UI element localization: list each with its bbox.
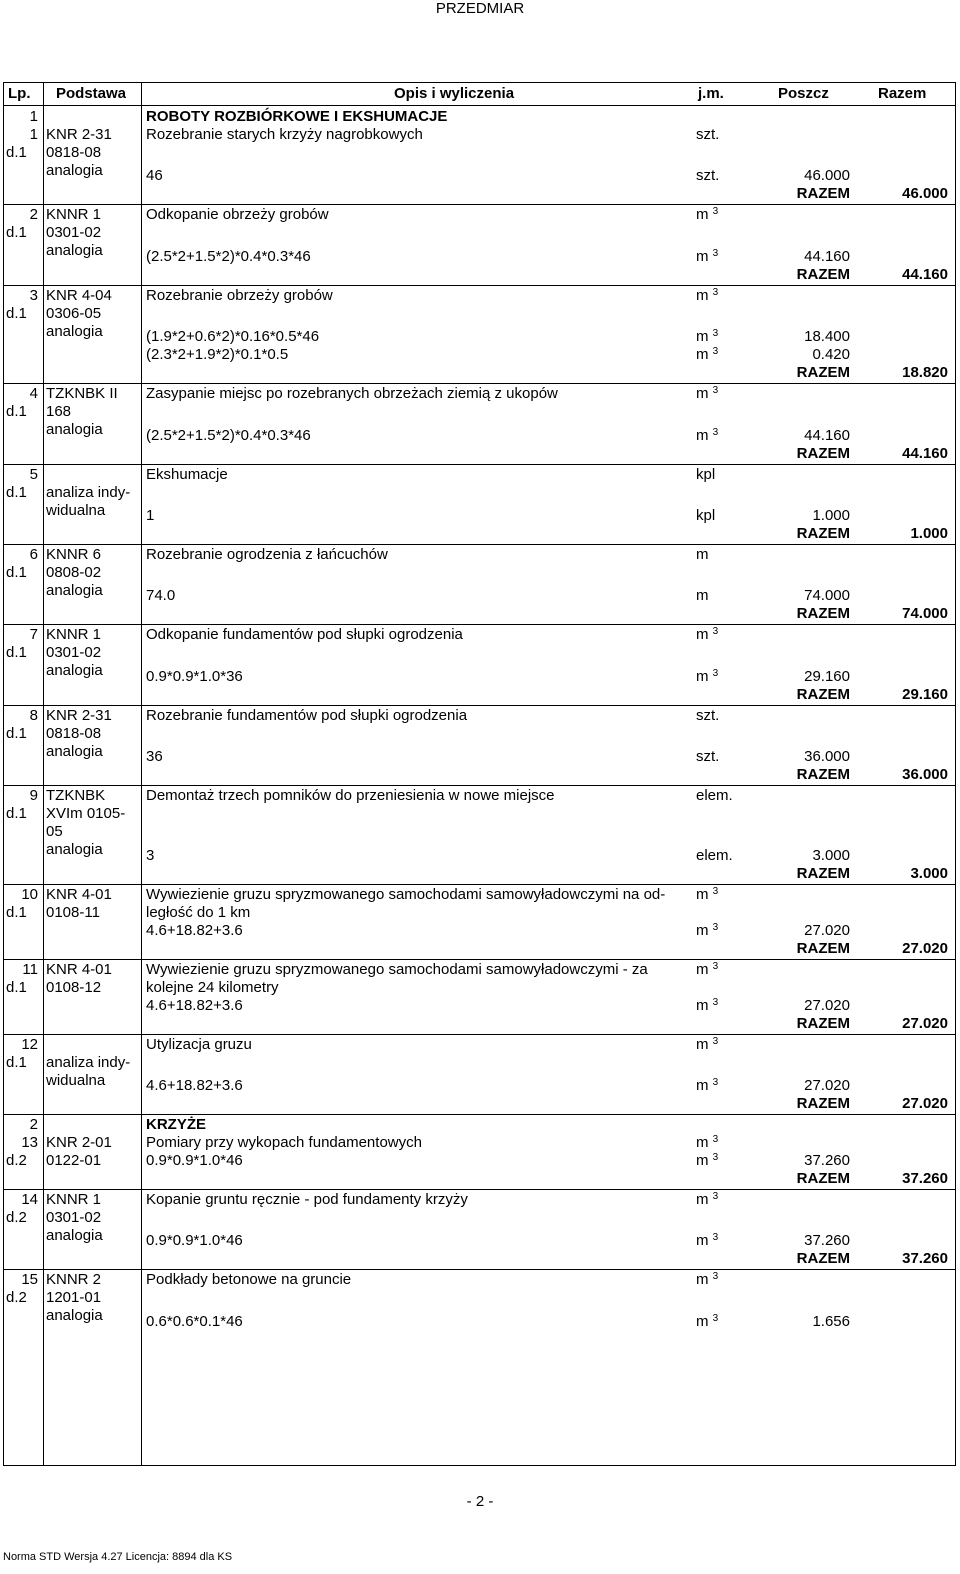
calc-value: 37.260	[804, 1152, 850, 1169]
calc-expression: 0.9*0.9*1.0*46	[146, 1232, 243, 1250]
item-number: 9	[29, 787, 38, 805]
calc-value: 37.260	[804, 1232, 850, 1250]
item-division: d.1	[6, 805, 27, 823]
item-division: d.1	[6, 978, 27, 996]
item-calculation-line	[4, 1152, 955, 1170]
razem-label: RAZEM	[796, 766, 850, 784]
razem-label: RAZEM	[796, 265, 850, 283]
item-number: 7	[29, 626, 38, 644]
row-separator	[4, 959, 955, 960]
item-left-line	[4, 1289, 955, 1307]
item-calculation-line	[4, 587, 955, 605]
item-calculation-line	[4, 507, 955, 525]
item-description-line	[4, 961, 955, 979]
item-calculation-line	[4, 248, 955, 266]
item-basis: analogia	[46, 1307, 103, 1325]
item-description-line	[4, 546, 955, 564]
item-division: d.1	[6, 403, 27, 421]
razem-label: RAZEM	[796, 364, 850, 382]
item-description: Zasypanie miejsc po rozebranych obrzeżach ziemią z ukopów	[146, 385, 558, 403]
item-description-line	[4, 385, 955, 403]
item-division: d.1	[6, 903, 27, 921]
item-description: Ekshumacje	[146, 465, 228, 483]
item-unit: m $^3$	[696, 960, 719, 978]
item-description: Rozebranie starych krzyży nagrobkowych	[146, 126, 423, 143]
item-unit: kpl	[696, 465, 716, 483]
row-separator	[4, 1114, 955, 1115]
item-basis: 0301-02	[46, 644, 102, 662]
razem-value: 27.020	[902, 1014, 948, 1032]
item-total-row	[4, 266, 955, 284]
item-left-line	[4, 305, 955, 323]
item-description: Pomiary przy wykopach fundamentowych	[146, 1134, 422, 1151]
item-total-row	[4, 185, 955, 203]
item-basis: analogia	[46, 421, 103, 439]
calc-value: 46.000	[804, 167, 850, 185]
section-title: ROBOTY ROZBIÓRKOWE I EKSHUMACJE	[146, 108, 448, 125]
item-number: 1	[29, 126, 38, 143]
row-separator	[4, 544, 955, 545]
item-total-row	[4, 1095, 955, 1113]
row-separator	[4, 1034, 955, 1035]
estimate-table	[3, 82, 956, 1466]
razem-value: 36.000	[902, 766, 948, 784]
item-basis: 0301-02	[46, 224, 102, 242]
item-basis: TZKNBK II	[46, 385, 118, 403]
item-calculation-line	[4, 668, 955, 686]
calc-value: 74.000	[804, 587, 850, 605]
calc-expression: 0.6*0.6*0.1*46	[146, 1312, 243, 1330]
razem-label: RAZEM	[796, 605, 850, 623]
item-left-line	[4, 805, 955, 823]
item-basis: KNNR 1	[46, 1191, 102, 1208]
calc-expression: (2.5*2+1.5*2)*0.4*0.3*46	[146, 426, 311, 444]
item-description-line	[4, 1134, 955, 1152]
item-left-line	[4, 644, 955, 662]
item-number: 6	[29, 546, 38, 563]
item-division: d.1	[6, 483, 27, 501]
item-calculation-line	[4, 328, 955, 346]
razem-label: RAZEM	[796, 525, 850, 542]
item-description-line	[4, 904, 955, 922]
razem-value: 37.260	[902, 1170, 948, 1187]
item-description-line	[4, 886, 955, 904]
calc-value: 18.400	[804, 328, 850, 346]
item-unit: m $^3$	[696, 626, 719, 644]
calc-unit: m $^3$	[696, 346, 719, 364]
item-left-line	[4, 484, 955, 502]
razem-value: 46.000	[902, 185, 948, 203]
razem-value: 29.160	[902, 685, 948, 703]
item-division: d.1	[6, 224, 27, 242]
item-division: d.1	[6, 724, 27, 742]
item-unit: m $^3$	[696, 385, 719, 403]
header-opis: Opis i wyliczenia	[394, 85, 515, 102]
item-description-line	[4, 466, 955, 484]
calc-unit: szt.	[696, 748, 720, 766]
calc-unit: m $^3$	[696, 426, 719, 444]
item-basis: 0108-11	[46, 903, 100, 921]
calc-expression: 4.6+18.82+3.6	[146, 921, 243, 939]
razem-label: RAZEM	[796, 185, 850, 203]
calc-expression: 4.6+18.82+3.6	[146, 1077, 243, 1094]
item-basis: KNNR 6	[46, 546, 102, 563]
item-calculation-line	[4, 1232, 955, 1250]
item-calculation-line	[4, 167, 955, 185]
item-left-line	[4, 1209, 955, 1227]
item-basis: 0122-01	[46, 1152, 102, 1169]
section-row	[4, 1116, 955, 1134]
item-description: Podkłady betonowe na gruncie	[146, 1271, 352, 1289]
item-total-row	[4, 364, 955, 382]
row-separator	[4, 624, 955, 625]
razem-label: RAZEM	[796, 864, 850, 882]
item-basis: analogia	[46, 662, 103, 680]
item-calculation-line	[4, 1313, 955, 1331]
razem-value: 3.000	[910, 864, 948, 882]
item-basis: widualna	[46, 501, 106, 519]
section-row	[4, 108, 955, 126]
section-number: 2	[29, 1116, 38, 1133]
item-basis: 0108-12	[46, 978, 102, 996]
calc-value: 36.000	[804, 748, 850, 766]
header-poszcz: Poszcz	[778, 85, 829, 102]
item-basis: analiza indy-	[46, 483, 131, 501]
item-division: d.1	[6, 1053, 27, 1071]
calc-expression: 36	[146, 748, 163, 766]
item-basis: analogia	[46, 322, 103, 340]
item-calculation-line	[4, 427, 955, 445]
item-left-line	[4, 224, 955, 242]
item-description: Kopanie gruntu ręcznie - pod fundamenty krzyży	[146, 1191, 468, 1208]
item-basis: 0818-08	[46, 724, 102, 742]
header-podstawa: Podstawa	[56, 85, 127, 102]
item-total-row	[4, 1250, 955, 1268]
item-total-row	[4, 865, 955, 883]
item-left-line	[4, 1054, 955, 1072]
item-description: Odkopanie fundamentów pod słupki ogrodzenia	[146, 626, 463, 644]
item-unit: m $^3$	[696, 1134, 719, 1151]
item-description: Rozebranie ogrodzenia z łańcuchów	[146, 546, 388, 563]
item-calculation-line	[4, 847, 955, 865]
row-separator	[4, 884, 955, 885]
item-calculation-line	[4, 997, 955, 1015]
razem-value: 1.000	[910, 525, 948, 542]
razem-label: RAZEM	[796, 685, 850, 703]
item-basis: KNNR 2	[46, 1271, 102, 1289]
item-number: 11	[22, 960, 38, 978]
razem-value: 44.160	[902, 265, 948, 283]
item-description: Demontaż trzech pomników do przeniesienia w nowe miejsce	[146, 787, 555, 805]
item-total-row	[4, 445, 955, 463]
item-number: 2	[29, 206, 38, 224]
item-unit: szt.	[696, 706, 720, 724]
calc-value: 27.020	[804, 921, 850, 939]
item-description: Utylizacja gruzu	[146, 1035, 252, 1053]
item-basis: KNNR 1	[46, 206, 102, 224]
item-basis: KNNR 1	[46, 626, 102, 644]
calc-unit: m $^3$	[696, 328, 719, 346]
item-division: d.1	[6, 644, 27, 662]
footer-license: Norma STD Wersja 4.27 Licencja: 8894 dla KS	[3, 1551, 233, 1563]
calc-unit: elem.	[696, 846, 733, 864]
item-division: d.1	[6, 564, 27, 581]
calc-expression: 1	[146, 507, 155, 524]
item-basis: 0301-02	[46, 1209, 102, 1226]
item-unit: m $^3$	[696, 286, 719, 304]
item-basis: KNR 2-31	[46, 706, 112, 724]
item-basis: XVIm 0105-	[46, 805, 126, 823]
item-description-line	[4, 126, 955, 144]
item-basis: KNR 4-01	[46, 960, 112, 978]
item-division: d.2	[6, 1152, 27, 1169]
item-description: Odkopanie obrzeży grobów	[146, 206, 329, 224]
calc-value: 1.656	[812, 1312, 850, 1330]
item-description-line	[4, 206, 955, 224]
item-total-row	[4, 605, 955, 623]
calc-value: 1.000	[812, 507, 850, 524]
calc-value: 0.420	[812, 346, 850, 364]
item-total-row	[4, 1015, 955, 1033]
document-title: PRZEDMIAR	[435, 0, 525, 17]
calc-unit: m $^3$	[696, 1232, 719, 1250]
row-separator	[4, 383, 955, 384]
item-calculation-line	[4, 748, 955, 766]
item-unit: m	[696, 546, 709, 563]
item-number: 15	[21, 1271, 38, 1289]
item-number: 13	[21, 1134, 38, 1151]
item-basis: KNR 2-01	[46, 1134, 112, 1151]
calc-unit: szt.	[696, 167, 720, 185]
item-unit: szt.	[696, 126, 720, 143]
calc-unit: m $^3$	[696, 1312, 719, 1330]
item-description-line	[4, 979, 955, 997]
item-basis: 05	[46, 823, 63, 841]
calc-unit: m	[696, 587, 709, 605]
razem-label: RAZEM	[796, 939, 850, 957]
section-number: 1	[29, 108, 38, 125]
item-unit: m $^3$	[696, 885, 719, 903]
item-total-row	[4, 686, 955, 704]
item-left-line	[4, 403, 955, 421]
calc-expression: (2.5*2+1.5*2)*0.4*0.3*46	[146, 247, 311, 265]
page-number: - 2 -	[466, 1493, 494, 1510]
item-basis: analogia	[46, 742, 103, 760]
razem-value: 27.020	[902, 1095, 948, 1112]
item-total-row	[4, 940, 955, 958]
calc-expression: (2.3*2+1.9*2)*0.1*0.5	[146, 346, 289, 364]
item-number: 4	[29, 385, 38, 403]
item-basis: analogia	[46, 242, 103, 260]
row-separator	[4, 1269, 955, 1270]
calc-value: 27.020	[804, 996, 850, 1014]
item-description: ległość do 1 km	[146, 903, 251, 921]
razem-label: RAZEM	[796, 1014, 850, 1032]
item-basis: KNR 4-04	[46, 286, 112, 304]
table-header	[4, 83, 955, 106]
item-unit: m $^3$	[696, 206, 719, 224]
razem-label: RAZEM	[796, 1170, 850, 1187]
item-unit: elem.	[696, 787, 733, 805]
item-description: Wywiezienie gruzu spryzmowanego samochodami samowyładowczymi - za	[146, 960, 648, 978]
item-total-row	[4, 525, 955, 543]
calc-unit: m $^3$	[696, 1077, 719, 1094]
calc-expression: 0.9*0.9*1.0*36	[146, 667, 243, 685]
item-number: 10	[21, 885, 38, 903]
row-separator	[4, 785, 955, 786]
item-description: kolejne 24 kilometry	[146, 978, 279, 996]
calc-expression: 46	[146, 167, 163, 185]
item-total-row	[4, 1170, 955, 1188]
header-jm: j.m.	[698, 85, 724, 102]
razem-value: 74.000	[902, 605, 948, 623]
item-basis: widualna	[46, 1071, 106, 1089]
item-basis: 1201-01	[46, 1289, 102, 1307]
item-basis: analogia	[46, 841, 103, 859]
row-separator	[4, 285, 955, 286]
razem-label: RAZEM	[796, 1250, 850, 1268]
item-description-line	[4, 1271, 955, 1289]
item-number: 8	[29, 706, 38, 724]
row-separator	[4, 705, 955, 706]
item-division: d.1	[6, 304, 27, 322]
calc-expression: 74.0	[146, 587, 176, 605]
item-number: 5	[29, 465, 38, 483]
item-left-line	[4, 144, 955, 162]
row-separator	[4, 464, 955, 465]
item-description: Rozebranie fundamentów pod słupki ogrodzenia	[146, 706, 468, 724]
header-razem: Razem	[878, 85, 927, 102]
row-separator	[4, 204, 955, 205]
item-basis: KNR 2-31	[46, 126, 112, 143]
header-lp: Lp.	[8, 85, 31, 102]
item-number: 3	[29, 286, 38, 304]
razem-value: 18.820	[902, 364, 948, 382]
calc-value: 27.020	[804, 1077, 850, 1094]
item-total-row	[4, 766, 955, 784]
item-unit: m $^3$	[696, 1191, 719, 1208]
calc-expression: (1.9*2+0.6*2)*0.16*0.5*46	[146, 328, 320, 346]
item-basis: TZKNBK	[46, 787, 106, 805]
item-description-line	[4, 1036, 955, 1054]
item-unit: m $^3$	[696, 1271, 719, 1289]
item-calculation-line	[4, 1077, 955, 1095]
calc-value: 44.160	[804, 247, 850, 265]
item-left-line	[4, 564, 955, 582]
calc-unit: m $^3$	[696, 667, 719, 685]
item-description-line	[4, 626, 955, 644]
calc-value: 3.000	[812, 846, 850, 864]
item-description-line	[4, 707, 955, 725]
item-division: d.1	[6, 144, 27, 161]
item-basis: 0808-02	[46, 564, 102, 581]
item-unit: m $^3$	[696, 1035, 719, 1053]
razem-value: 37.260	[902, 1250, 948, 1268]
item-number: 14	[21, 1191, 38, 1208]
item-number: 12	[21, 1035, 38, 1053]
razem-value: 44.160	[902, 444, 948, 462]
item-basis: 168	[46, 403, 72, 421]
calc-unit: m $^3$	[696, 921, 719, 939]
section-title: KRZYŻE	[146, 1116, 206, 1133]
item-left-line	[4, 725, 955, 743]
calc-unit: kpl	[696, 507, 716, 524]
calc-unit: m $^3$	[696, 247, 719, 265]
item-basis: analogia	[46, 162, 103, 179]
item-calculation-line	[4, 346, 955, 364]
item-basis: analogia	[46, 1227, 103, 1244]
item-basis: 0306-05	[46, 304, 102, 322]
razem-label: RAZEM	[796, 1095, 850, 1112]
calc-unit: m $^3$	[696, 996, 719, 1014]
calc-value: 44.160	[804, 426, 850, 444]
item-basis: KNR 4-01	[46, 885, 112, 903]
item-description-line	[4, 787, 955, 805]
calc-expression: 4.6+18.82+3.6	[146, 996, 243, 1014]
calc-unit: m $^3$	[696, 1152, 719, 1169]
item-division: d.2	[6, 1289, 27, 1307]
item-description: Rozebranie obrzeży grobów	[146, 286, 333, 304]
calc-expression: 3	[146, 846, 155, 864]
row-separator	[4, 1189, 955, 1190]
calc-value: 29.160	[804, 667, 850, 685]
razem-value: 27.020	[902, 939, 948, 957]
item-basis: analogia	[46, 582, 103, 599]
razem-label: RAZEM	[796, 444, 850, 462]
item-division: d.2	[6, 1209, 27, 1226]
calc-expression: 0.9*0.9*1.0*46	[146, 1152, 243, 1169]
item-description: Wywiezienie gruzu spryzmowanego samochodami samowyładowczymi na od-	[146, 885, 666, 903]
item-basis: 0818-08	[46, 144, 102, 161]
item-left-line	[4, 823, 955, 841]
item-basis: analiza indy-	[46, 1053, 131, 1071]
item-description-line	[4, 287, 955, 305]
item-description-line	[4, 1191, 955, 1209]
item-calculation-line	[4, 922, 955, 940]
